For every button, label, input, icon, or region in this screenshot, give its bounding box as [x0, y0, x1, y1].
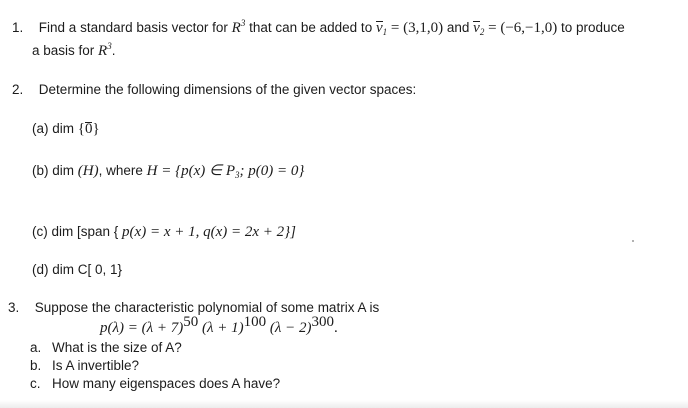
q2-b-H: (H)	[77, 163, 99, 179]
q3-number: 3.	[8, 300, 20, 315]
q2-b-label: (b) dim	[32, 163, 75, 178]
q1-text-c: to produce	[561, 20, 625, 35]
q3-poly-b: (λ + 1)	[201, 320, 244, 336]
q1-v2-symbol: v	[473, 20, 480, 36]
q1-vector-v2	[473, 20, 484, 36]
q1-text-b: that can be added to	[249, 20, 373, 35]
q2-part-c	[32, 224, 296, 240]
q3-b-marker: b.	[30, 358, 42, 373]
q3-a-text: What is the size of A?	[52, 340, 182, 355]
q3-b-text: Is A invertible?	[52, 358, 140, 373]
q2-b-set-start: H = {p(x) ∈ P	[146, 163, 235, 179]
q3-exp-c: 300	[311, 314, 334, 330]
q2-a-brace-close: }	[92, 121, 100, 137]
q1-v1-symbol: v	[375, 20, 383, 36]
q1-R-exponent: 3	[240, 18, 246, 28]
q3-c-marker: c.	[30, 376, 41, 391]
q3-prompt: Suppose the characteristic polynomial of some matrix A is	[34, 300, 380, 315]
q1-line2-end: .	[111, 43, 116, 58]
q2-prompt-line	[12, 82, 416, 98]
q3-poly-end: .	[333, 320, 338, 336]
q1-v1-value: = (3,1,0)	[390, 20, 444, 36]
q1-vector-v1	[376, 20, 387, 36]
q1-and: and	[446, 20, 470, 35]
q2-b-where: , where	[98, 163, 143, 178]
q1-v2-subscript: 2	[479, 27, 485, 37]
q3-item-c	[30, 376, 280, 392]
q2-c-math: p(x) = x + 1, q(x) = 2x + 2}]	[122, 224, 296, 240]
q2-a-label: (a) dim	[32, 121, 75, 136]
q2-a-zero-vector: 0	[84, 121, 93, 137]
q2-part-a	[32, 121, 100, 137]
q3-exp-a: 50	[183, 314, 199, 330]
q3-a-marker: a.	[30, 340, 42, 355]
q2-b-subscript: 3	[235, 170, 240, 180]
q1-line2-text: a basis for	[32, 43, 95, 58]
q1-R: R	[231, 20, 241, 36]
q2-b-set-end: ; p(0) = 0}	[239, 163, 305, 179]
q1-line2-space-R	[98, 43, 112, 59]
q1-space-R	[232, 20, 246, 36]
q2-part-d	[32, 262, 122, 278]
q2-part-b	[32, 163, 304, 179]
stray-mark	[632, 240, 634, 242]
q2-prompt: Determine the following dimensions of the given vector spaces:	[38, 82, 417, 97]
q3-poly-a: p(λ) = (λ + 7)	[100, 320, 184, 336]
q1-line-2	[32, 43, 115, 59]
q3-item-b	[30, 358, 139, 374]
q2-number: 2.	[12, 82, 24, 97]
q2-a-set	[78, 121, 100, 137]
q1-line2-R: R	[98, 43, 108, 59]
q3-c-text: How many eigenspaces does A have?	[52, 376, 281, 391]
q2-b-set	[147, 163, 305, 179]
q1-v1-subscript: 1	[382, 27, 388, 37]
q2-a-brace-open: {	[77, 121, 85, 137]
q1-line2-R-exponent: 3	[107, 41, 112, 51]
q1-v2-value: = (−6,−1,0)	[488, 20, 558, 36]
page-bottom-edge	[0, 400, 688, 408]
q1-number: 1.	[12, 20, 24, 35]
q3-polynomial	[100, 314, 338, 336]
q1-text-a: Find a standard basis vector for	[38, 20, 228, 35]
q3-exp-b: 100	[243, 314, 267, 330]
q1-line-1	[12, 20, 625, 36]
q2-c-label: (c) dim [span {	[32, 224, 119, 239]
q2-d-text: (d) dim C[ 0, 1}	[32, 262, 123, 277]
q3-poly-c: (λ − 2)	[269, 320, 312, 336]
q3-item-a	[30, 340, 182, 356]
